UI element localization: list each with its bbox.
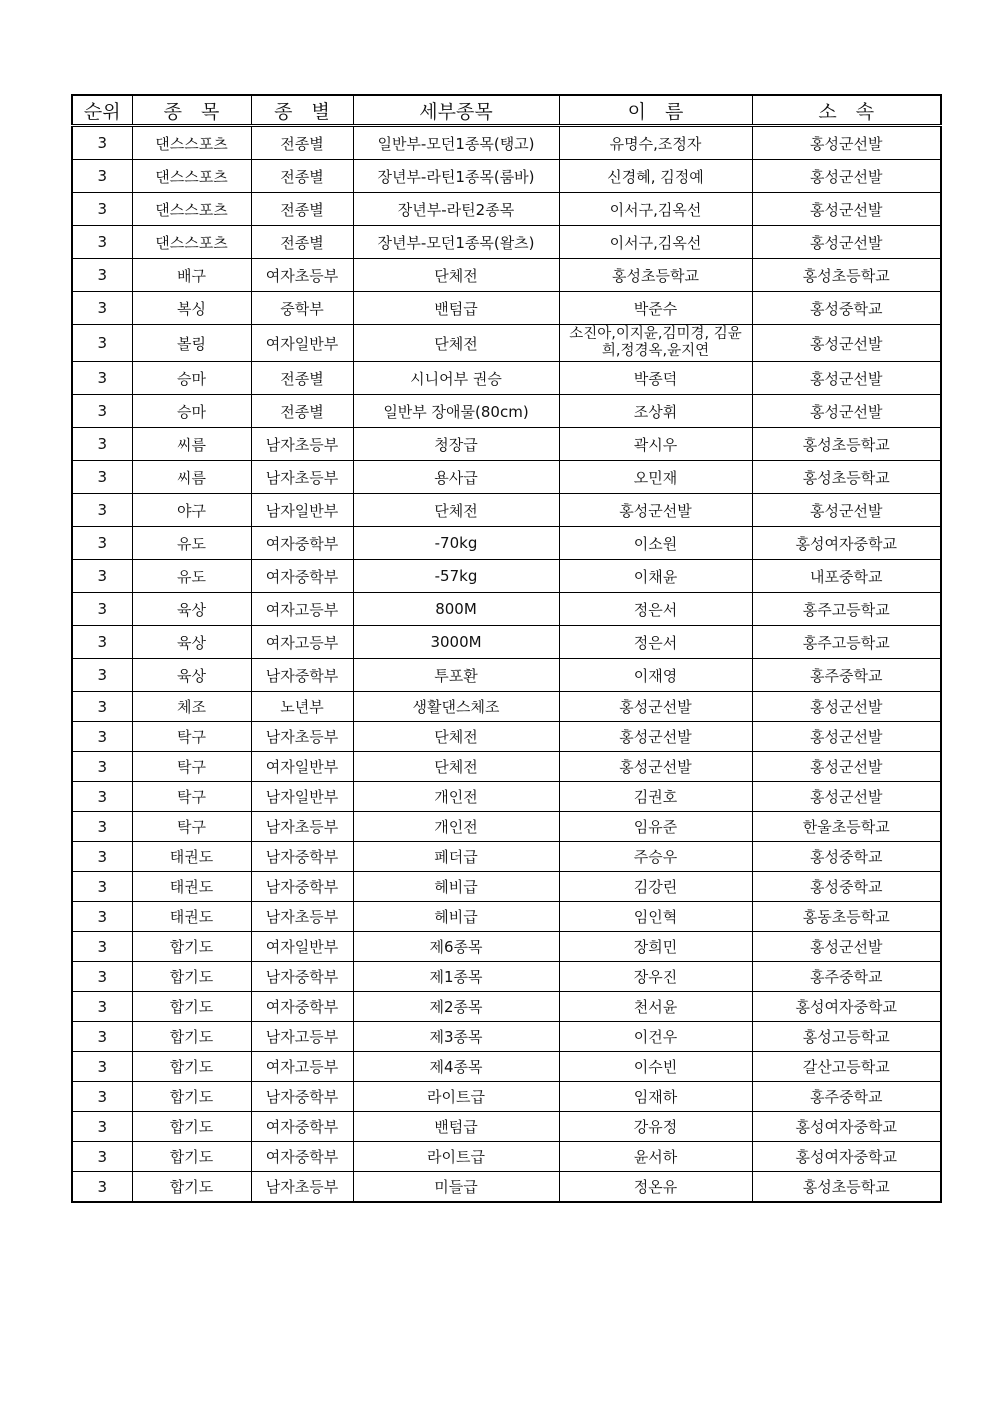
cell-rank: 3 [72,812,132,842]
cell-division: 남자중학부 [251,962,353,992]
table-row [72,494,941,527]
table-row [72,1112,941,1142]
cell-division: 여자중학부 [251,560,353,593]
cell-event: 3000M [353,626,559,659]
cell-sport: 승마 [132,362,251,395]
cell-division: 남자중학부 [251,1082,353,1112]
cell-rank: 3 [72,292,132,325]
cell-rank: 3 [72,752,132,782]
cell-name: 주승우 [559,842,752,872]
cell-affiliation: 홍성초등학교 [752,1172,941,1203]
cell-name: 유명수,조정자 [559,126,752,160]
cell-event: 단체전 [353,722,559,752]
cell-rank: 3 [72,193,132,226]
cell-name: 홍성군선발 [559,752,752,782]
cell-name: 이서구,김옥선 [559,226,752,259]
cell-sport: 씨름 [132,461,251,494]
cell-affiliation: 홍성여자중학교 [752,527,941,560]
cell-affiliation: 홍성군선발 [752,226,941,259]
table-row [72,1022,941,1052]
header-sport: 종 목 [132,95,251,126]
table-row [72,325,941,362]
cell-event: 800M [353,593,559,626]
cell-sport: 육상 [132,626,251,659]
cell-name: 박종덕 [559,362,752,395]
cell-affiliation: 홍성고등학교 [752,1022,941,1052]
cell-rank: 3 [72,842,132,872]
cell-name: 윤서하 [559,1142,752,1172]
header-division: 종 별 [251,95,353,126]
table-row [72,461,941,494]
cell-name: 조상휘 [559,395,752,428]
table-row [72,428,941,461]
cell-rank: 3 [72,126,132,160]
cell-event: 용사급 [353,461,559,494]
cell-name: 이수빈 [559,1052,752,1082]
cell-event: 제6종목 [353,932,559,962]
cell-division: 남자일반부 [251,494,353,527]
cell-name: 소진아,이지윤,김미경, 김윤희,정경옥,윤지연 [559,325,752,362]
cell-affiliation: 홍성군선발 [752,692,941,722]
cell-event: 장년부-라틴2종목 [353,193,559,226]
cell-event: 밴텀급 [353,1112,559,1142]
cell-rank: 3 [72,626,132,659]
cell-sport: 육상 [132,593,251,626]
cell-division: 여자중학부 [251,992,353,1022]
table-row [72,226,941,259]
cell-sport: 댄스스포츠 [132,226,251,259]
cell-sport: 댄스스포츠 [132,193,251,226]
table-row [72,992,941,1022]
cell-affiliation: 홍성군선발 [752,494,941,527]
table-row [72,593,941,626]
cell-event: 투포환 [353,659,559,692]
cell-sport: 합기도 [132,992,251,1022]
cell-event: 청장급 [353,428,559,461]
cell-event: 밴텀급 [353,292,559,325]
cell-affiliation: 홍성초등학교 [752,461,941,494]
cell-sport: 체조 [132,692,251,722]
table-row [72,259,941,292]
cell-event: -70kg [353,527,559,560]
cell-division: 전종별 [251,226,353,259]
cell-event: 장년부-모던1종목(왈츠) [353,226,559,259]
cell-name: 임재하 [559,1082,752,1112]
cell-affiliation: 내포중학교 [752,560,941,593]
cell-division: 전종별 [251,362,353,395]
cell-division: 여자일반부 [251,932,353,962]
table-row [72,692,941,722]
cell-name: 천서윤 [559,992,752,1022]
cell-name: 신경혜, 김정예 [559,160,752,193]
table-row [72,1082,941,1112]
cell-name: 이서구,김옥선 [559,193,752,226]
cell-rank: 3 [72,1052,132,1082]
cell-division: 남자초등부 [251,428,353,461]
table-row [72,126,941,160]
cell-affiliation: 홍성군선발 [752,722,941,752]
cell-name: 정온유 [559,1172,752,1203]
cell-rank: 3 [72,325,132,362]
cell-sport: 합기도 [132,932,251,962]
cell-event: 제4종목 [353,1052,559,1082]
cell-name: 정은서 [559,593,752,626]
cell-affiliation: 홍성군선발 [752,325,941,362]
cell-division: 전종별 [251,395,353,428]
cell-division: 남자초등부 [251,812,353,842]
cell-affiliation: 홍주중학교 [752,1082,941,1112]
cell-name: 홍성군선발 [559,494,752,527]
cell-rank: 3 [72,1022,132,1052]
cell-name: 임유준 [559,812,752,842]
cell-event: 단체전 [353,259,559,292]
cell-rank: 3 [72,992,132,1022]
table-row [72,395,941,428]
cell-rank: 3 [72,932,132,962]
cell-affiliation: 홍성중학교 [752,872,941,902]
cell-affiliation: 홍성군선발 [752,752,941,782]
cell-rank: 3 [72,395,132,428]
table-body [72,126,941,1203]
cell-sport: 댄스스포츠 [132,160,251,193]
cell-event: 라이트급 [353,1082,559,1112]
cell-division: 여자일반부 [251,752,353,782]
cell-division: 여자고등부 [251,626,353,659]
cell-event: 헤비급 [353,872,559,902]
cell-name: 김권호 [559,782,752,812]
cell-division: 여자일반부 [251,325,353,362]
cell-rank: 3 [72,527,132,560]
cell-affiliation: 홍성군선발 [752,126,941,160]
cell-rank: 3 [72,259,132,292]
header-rank: 순위 [72,95,132,126]
cell-event: 제1종목 [353,962,559,992]
cell-division: 남자고등부 [251,1022,353,1052]
cell-division: 남자중학부 [251,872,353,902]
cell-name: 장우진 [559,962,752,992]
cell-division: 남자초등부 [251,902,353,932]
cell-event: 시니어부 권승 [353,362,559,395]
cell-affiliation: 홍성군선발 [752,782,941,812]
cell-event: 일반부 장애물(80cm) [353,395,559,428]
cell-sport: 합기도 [132,1022,251,1052]
cell-event: 장년부-라틴1종목(룸바) [353,160,559,193]
cell-division: 여자중학부 [251,1142,353,1172]
cell-rank: 3 [72,962,132,992]
cell-affiliation: 홍성초등학교 [752,428,941,461]
cell-affiliation: 홍성초등학교 [752,259,941,292]
cell-name: 이소원 [559,527,752,560]
cell-name: 이재영 [559,659,752,692]
cell-sport: 합기도 [132,962,251,992]
cell-sport: 유도 [132,527,251,560]
table-row [72,722,941,752]
cell-name: 박준수 [559,292,752,325]
cell-division: 여자중학부 [251,1112,353,1142]
cell-sport: 태권도 [132,902,251,932]
cell-affiliation: 홍주중학교 [752,659,941,692]
cell-name: 김강린 [559,872,752,902]
cell-division: 여자고등부 [251,1052,353,1082]
cell-sport: 볼링 [132,325,251,362]
cell-division: 전종별 [251,126,353,160]
cell-affiliation: 홍성군선발 [752,193,941,226]
cell-rank: 3 [72,226,132,259]
cell-event: 단체전 [353,752,559,782]
table-row [72,560,941,593]
cell-rank: 3 [72,593,132,626]
table-row [72,659,941,692]
cell-sport: 합기도 [132,1112,251,1142]
header-event: 세부종목 [353,95,559,126]
cell-division: 남자일반부 [251,782,353,812]
cell-sport: 태권도 [132,872,251,902]
cell-rank: 3 [72,782,132,812]
table-row [72,872,941,902]
table-row [72,193,941,226]
cell-division: 남자중학부 [251,659,353,692]
cell-rank: 3 [72,494,132,527]
cell-event: 제2종목 [353,992,559,1022]
cell-affiliation: 홍동초등학교 [752,902,941,932]
cell-sport: 합기도 [132,1082,251,1112]
cell-sport: 씨름 [132,428,251,461]
cell-sport: 합기도 [132,1172,251,1203]
cell-name: 홍성군선발 [559,722,752,752]
cell-affiliation: 홍주고등학교 [752,593,941,626]
table-row [72,962,941,992]
cell-sport: 육상 [132,659,251,692]
cell-name: 이채윤 [559,560,752,593]
cell-rank: 3 [72,1172,132,1203]
cell-division: 남자초등부 [251,461,353,494]
cell-sport: 탁구 [132,722,251,752]
table-row [72,292,941,325]
cell-division: 여자중학부 [251,527,353,560]
cell-rank: 3 [72,902,132,932]
cell-rank: 3 [72,1082,132,1112]
cell-name: 임인혁 [559,902,752,932]
table-row [72,362,941,395]
cell-affiliation: 홍성여자중학교 [752,1112,941,1142]
cell-event: 미들급 [353,1172,559,1203]
cell-name: 강유정 [559,1112,752,1142]
table-row [72,812,941,842]
cell-rank: 3 [72,1112,132,1142]
cell-division: 여자고등부 [251,593,353,626]
cell-sport: 댄스스포츠 [132,126,251,160]
cell-sport: 복싱 [132,292,251,325]
cell-affiliation: 갈산고등학교 [752,1052,941,1082]
cell-affiliation: 홍주중학교 [752,962,941,992]
cell-event: 일반부-모던1종목(탱고) [353,126,559,160]
cell-rank: 3 [72,160,132,193]
cell-rank: 3 [72,659,132,692]
cell-affiliation: 홍성여자중학교 [752,992,941,1022]
cell-sport: 배구 [132,259,251,292]
cell-division: 전종별 [251,193,353,226]
results-table [71,94,942,1203]
cell-affiliation: 홍성중학교 [752,842,941,872]
cell-rank: 3 [72,692,132,722]
cell-division: 여자초등부 [251,259,353,292]
cell-division: 노년부 [251,692,353,722]
cell-sport: 탁구 [132,752,251,782]
cell-division: 전종별 [251,160,353,193]
cell-name: 오민재 [559,461,752,494]
cell-affiliation: 홍성중학교 [752,292,941,325]
cell-sport: 유도 [132,560,251,593]
table-row [72,782,941,812]
cell-rank: 3 [72,362,132,395]
cell-affiliation: 홍성여자중학교 [752,1142,941,1172]
cell-event: 개인전 [353,812,559,842]
cell-affiliation: 홍성군선발 [752,362,941,395]
cell-event: 헤비급 [353,902,559,932]
table-row [72,1172,941,1203]
cell-sport: 야구 [132,494,251,527]
cell-name: 정은서 [559,626,752,659]
cell-rank: 3 [72,560,132,593]
table-row [72,842,941,872]
cell-affiliation: 홍주고등학교 [752,626,941,659]
cell-division: 남자초등부 [251,722,353,752]
cell-division: 남자중학부 [251,842,353,872]
cell-rank: 3 [72,461,132,494]
cell-sport: 탁구 [132,782,251,812]
cell-event: 개인전 [353,782,559,812]
table-row [72,527,941,560]
cell-affiliation: 홍성군선발 [752,395,941,428]
header-name: 이 름 [559,95,752,126]
cell-event: 단체전 [353,494,559,527]
table-row [72,1052,941,1082]
cell-name: 장희민 [559,932,752,962]
cell-sport: 승마 [132,395,251,428]
cell-name: 곽시우 [559,428,752,461]
cell-name: 홍성군선발 [559,692,752,722]
table-row [72,752,941,782]
cell-name: 홍성초등학교 [559,259,752,292]
cell-name: 이건우 [559,1022,752,1052]
cell-division: 남자초등부 [251,1172,353,1203]
table-row [72,932,941,962]
cell-rank: 3 [72,428,132,461]
cell-affiliation: 한울초등학교 [752,812,941,842]
cell-sport: 태권도 [132,842,251,872]
table-row [72,626,941,659]
table-row [72,902,941,932]
cell-event: 라이트급 [353,1142,559,1172]
cell-event: -57kg [353,560,559,593]
cell-rank: 3 [72,722,132,752]
cell-rank: 3 [72,1142,132,1172]
cell-rank: 3 [72,872,132,902]
cell-event: 페더급 [353,842,559,872]
cell-event: 제3종목 [353,1022,559,1052]
table-row [72,160,941,193]
cell-sport: 합기도 [132,1142,251,1172]
cell-sport: 합기도 [132,1052,251,1082]
cell-sport: 탁구 [132,812,251,842]
cell-affiliation: 홍성군선발 [752,932,941,962]
header-row [72,95,941,126]
header-affiliation: 소 속 [752,95,941,126]
table-header [72,95,941,126]
cell-event: 생활댄스체조 [353,692,559,722]
cell-event: 단체전 [353,325,559,362]
table-row [72,1142,941,1172]
cell-division: 중학부 [251,292,353,325]
cell-affiliation: 홍성군선발 [752,160,941,193]
